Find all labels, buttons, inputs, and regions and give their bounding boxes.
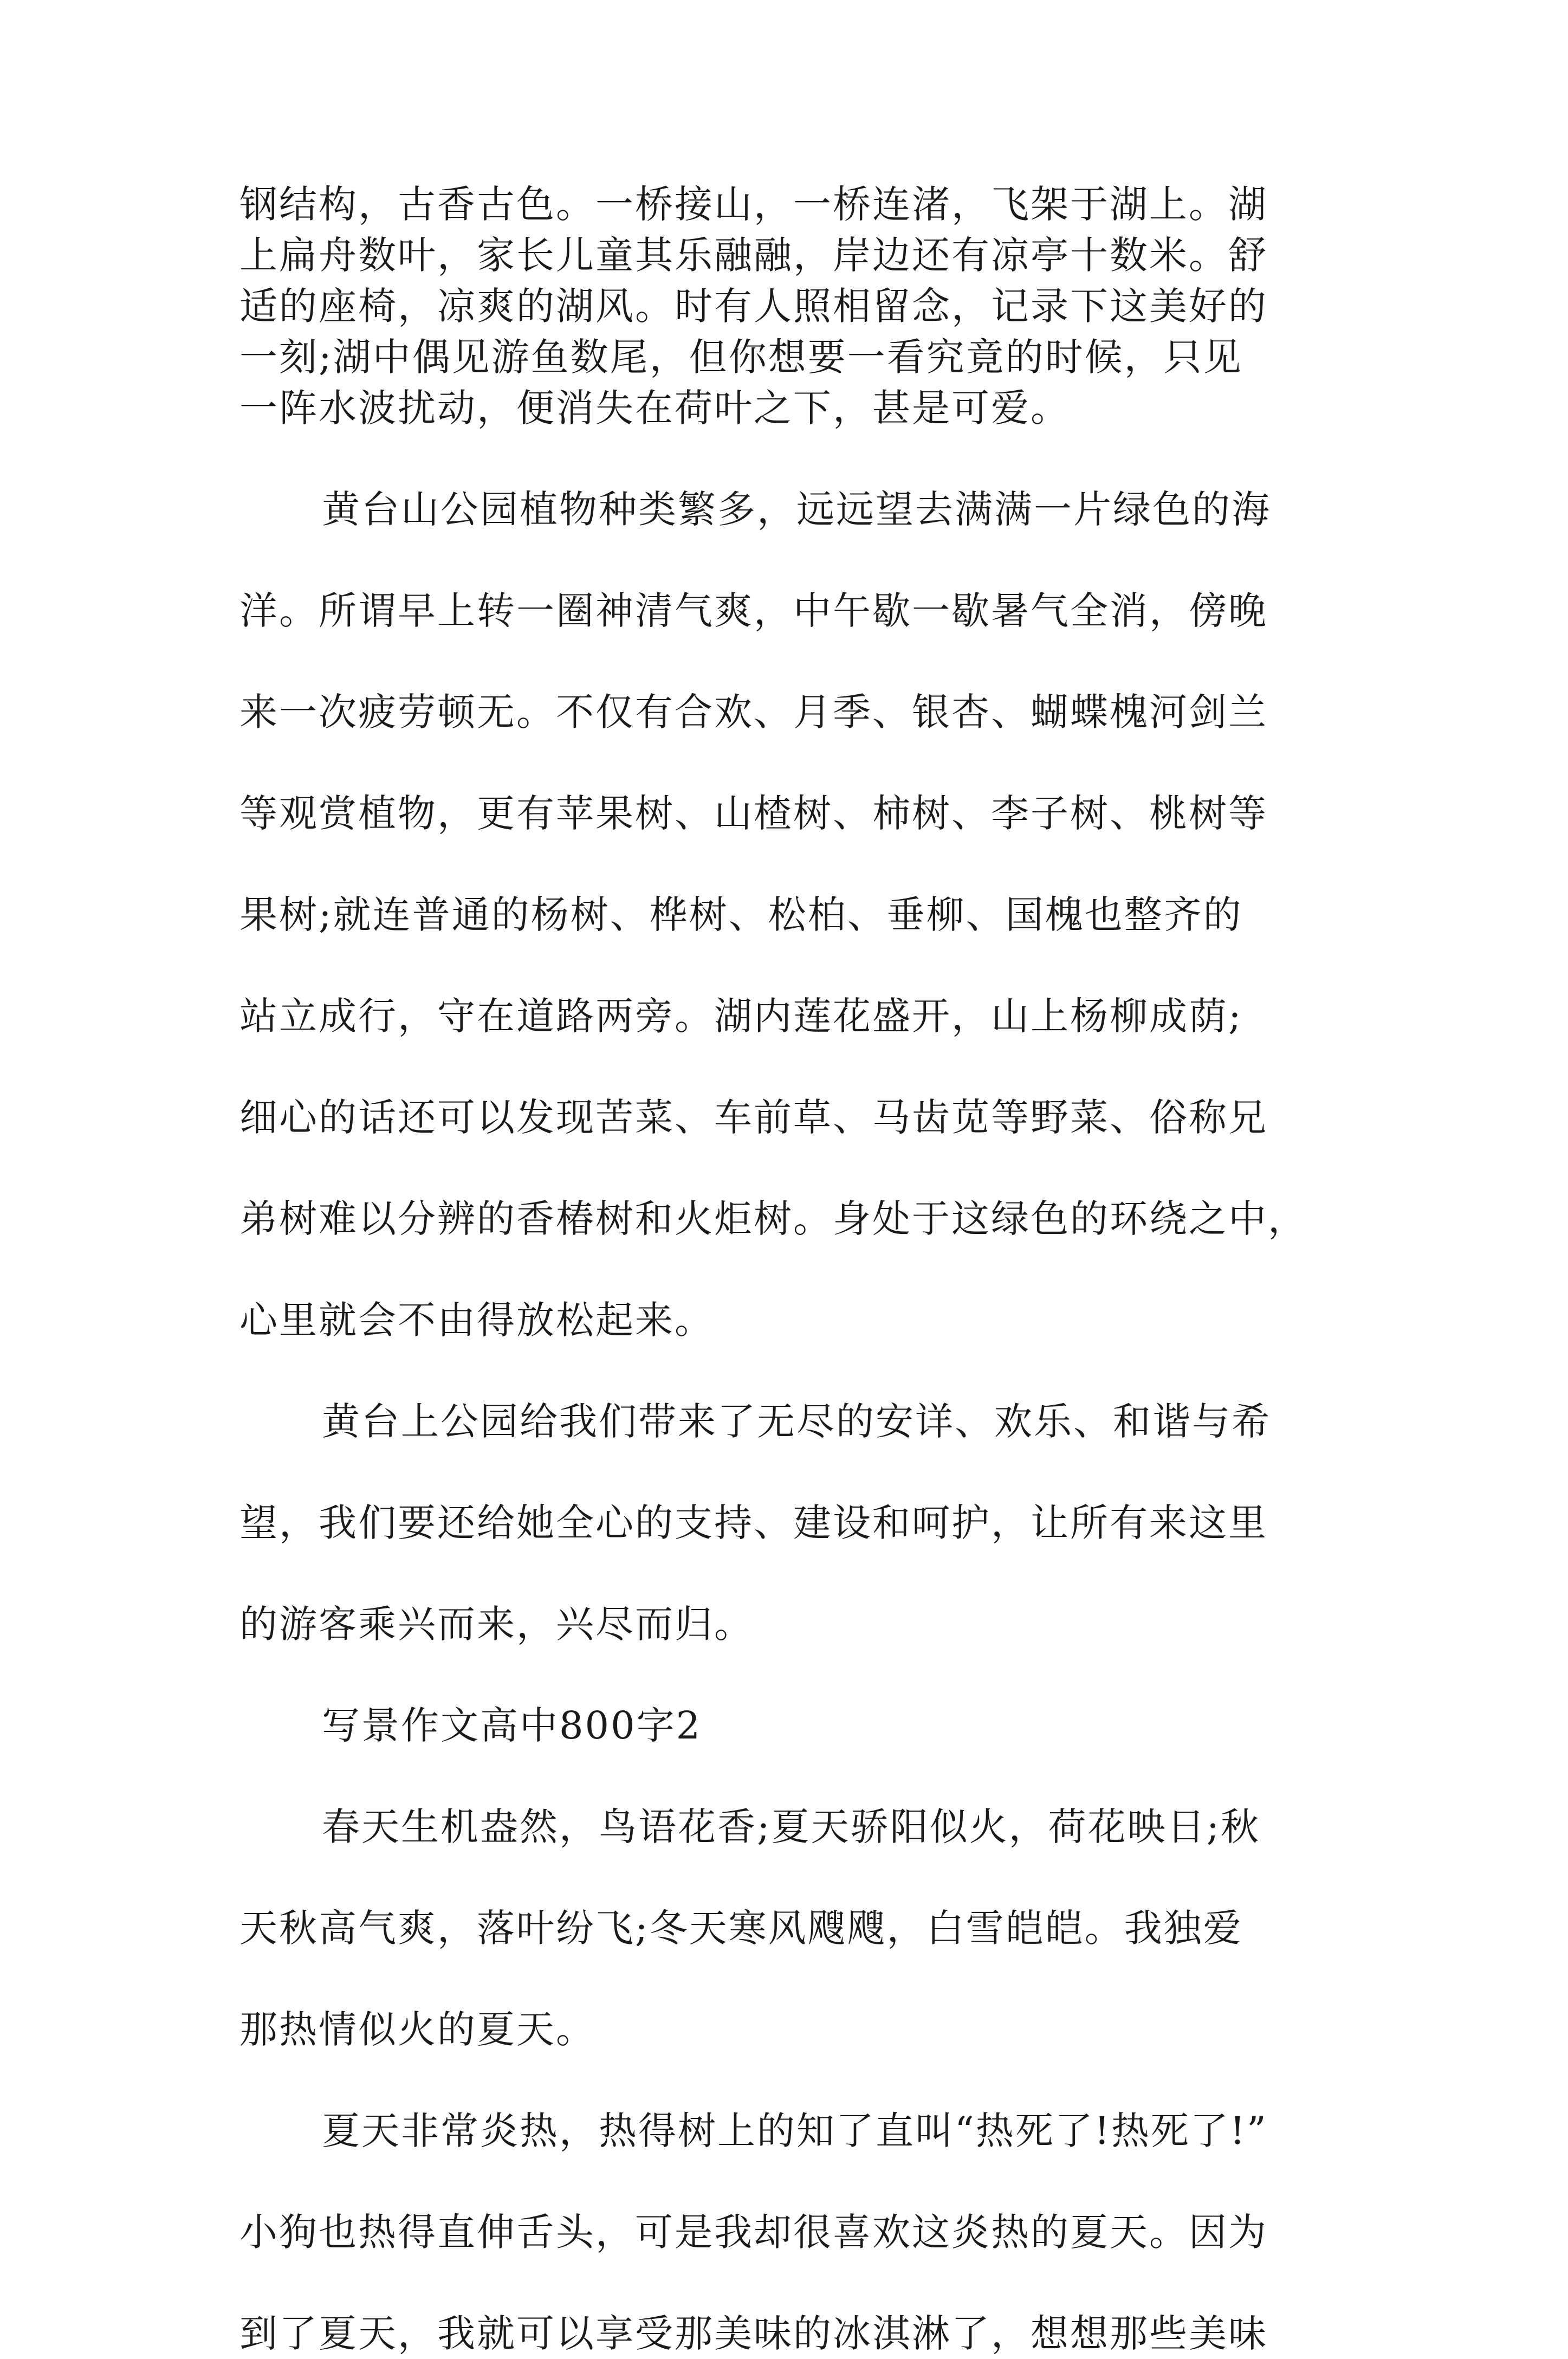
text-line: 望，我们要还给她全心的支持、建设和呵护，让所有来这里 [239,1501,1268,1545]
text-line: 果树;就连普通的杨树、桦树、松柏、垂柳、国槐也整齐的 [239,893,1243,937]
text-line: 心里就会不由得放松起来。 [239,1298,714,1342]
paragraph-start-line: 春天生机盎然，鸟语花香;夏天骄阳似火，荷花映日;秋 [322,1805,1261,1849]
text-line: 的游客乘兴而来，兴尽而归。 [239,1602,754,1646]
text-line: 弟树难以分辨的香椿树和火炬树。身处于这绿色的环绕之中， [239,1197,1307,1241]
text-line: 等观赏植物，更有苹果树、山楂树、柿树、李子树、桃树等 [239,791,1268,836]
text-line: 一刻;湖中偶见游鱼数尾，但你想要一看究竟的时候，只见 [239,335,1243,379]
text-line: 来一次疲劳顿无。不仅有合欢、月季、银杏、蝴蝶槐河剑兰 [239,690,1268,734]
paragraph-start-line: 黄台山公园植物种类繁多，远远望去满满一片绿色的海 [322,487,1271,532]
text-line: 小狗也热得直伸舌头，可是我却很喜欢这炎热的夏天。因为 [239,2210,1268,2254]
text-line: 站立成行，守在道路两旁。湖内莲花盛开，山上杨柳成荫; [239,994,1243,1038]
text-line: 洋。所谓早上转一圈神清气爽，中午歇一歇暑气全消，傍晚 [239,589,1268,633]
text-line: 那热情似火的夏天。 [239,2007,595,2052]
text-line: 钢结构，古香古色。一桥接山，一桥连渚，飞架于湖上。湖 [239,182,1268,227]
text-line: 细心的话还可以发现苦菜、车前草、马齿苋等野菜、俗称兄 [239,1095,1268,1140]
paragraph-start-line: 黄台上公园给我们带来了无尽的安详、欢乐、和谐与希 [322,1399,1271,1444]
text-line: 天秋高气爽，落叶纷飞;冬天寒风飕飕，白雪皑皑。我独爱 [239,1906,1243,1950]
text-line: 适的座椅，凉爽的湖风。时有人照相留念，记录下这美好的 [239,284,1268,328]
paragraph-start-line: 夏天非常炎热，热得树上的知了直叫“热死了!热死了!” [322,2109,1268,2153]
document-body [239,179,1339,2359]
text-line: 到了夏天，我就可以享受那美味的冰淇淋了，想想那些美味 [239,2311,1268,2356]
section-heading: 写景作文高中800字2 [322,1703,702,1748]
text-line: 上扁舟数叶，家长儿童其乐融融，岸边还有凉亭十数米。舒 [239,233,1268,277]
text-line: 一阵水波扰动，便消失在荷叶之下，甚是可爱。 [239,386,1070,430]
